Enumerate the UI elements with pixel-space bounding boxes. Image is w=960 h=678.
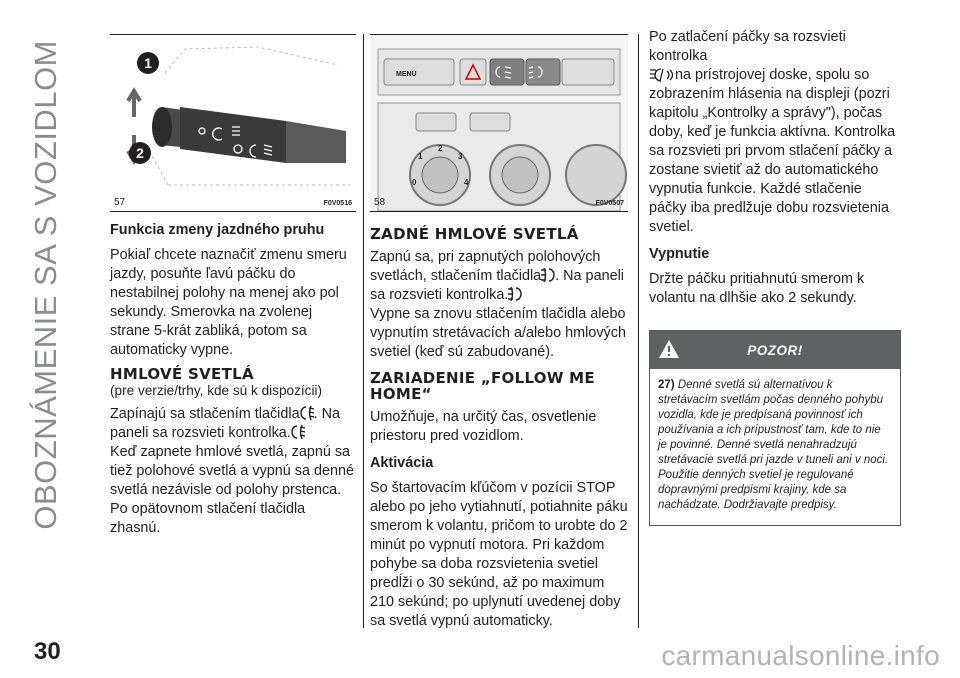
column-left (110, 34, 356, 538)
follow-me-home-intro: Umožňuje, na určitý čas, osvetlenie priestoru pred vozidlom. (370, 409, 597, 444)
follow-me-home-icon (649, 68, 675, 82)
front-fog-light-icon (300, 405, 314, 421)
steering-lever-illustration (110, 35, 356, 211)
rear-fog-off-text: Vypne sa znovu stlačením tlačidla alebo vypnutím stretávacích a/alebo hmlových svetiel (keď sú zabudované). (370, 306, 626, 360)
dashboard-panel-illustration (370, 35, 628, 211)
front-fog-light-icon (291, 424, 305, 440)
column-right (649, 29, 901, 526)
warning-text: Denné svetlá sú alternatívou k stretávacím svetlám počas denného pohybu vozidla, kde je predpísaná povinnosť ich používania a ich prípustnosť tam, kde to nie je povinné. Denné svetlá nenahradzujú stretávacie svetlá pri jazde v tuneli ani v noci. Použitie denných svetiel je regulované dopravnými predpismi krajiny, kde sa nachádzate. Dodržiavajte predpisy. (658, 379, 889, 511)
figure-number: 57 (114, 197, 126, 208)
figure-code: F0V0516 (323, 200, 352, 207)
follow-me-home-heading: ZARIADENIE „FOLLOW ME HOME“ (370, 369, 595, 403)
column-divider (638, 34, 639, 628)
dial-number-4: 4 (464, 178, 469, 187)
figure-callout-2: 2 (136, 145, 144, 161)
figure-number: 58 (374, 197, 386, 208)
deactivation-heading: Vypnutie (649, 246, 710, 262)
fog-lights-effect-text: Keď zapnete hmlové svetlá, zapnú sa tiež polohové svetlá a vypnú sa denné svetlá nezávisle od polohy prstenca. (110, 444, 355, 498)
column-divider (363, 34, 364, 628)
page-number: 30 (34, 638, 61, 665)
dial-number-3: 3 (458, 152, 463, 161)
dial-number-1: 1 (418, 152, 423, 161)
warning-header (650, 331, 900, 369)
fog-lights-availability: (pre verzie/trhy, kde sú k dispozícii) (110, 383, 323, 398)
figure-code: F0V0507 (595, 200, 624, 207)
warning-triangle-icon (658, 339, 680, 359)
figure-callout-1: 1 (144, 55, 152, 71)
rear-fog-on-text: Zapnú sa, pri zapnutých polohových svetlách, stlačením tlačidla . Na paneli sa rozsvieti kontrolka. (370, 249, 624, 303)
activation-heading: Aktivácia (370, 455, 434, 471)
lane-change-text: Pokiaľ chcete naznačiť zmenu smeru jazdy, posuňte ľavú páčku do nestabilnej polohy na menej ako pol sekundy. Smerovka na zvolenej strane 5-krát zabliká, potom sa automaticky vypne. (110, 247, 347, 358)
chapter-side-title: OBOZNÁMENIE SA S VOZIDLOM (28, 40, 63, 530)
rear-fog-light-icon (508, 286, 522, 302)
warning-box (649, 330, 901, 526)
warning-body (650, 369, 900, 525)
warning-number: 27) (658, 379, 675, 391)
dial-number-0: 0 (412, 178, 417, 187)
fog-lights-off-text: Po opätovnom stlačení tlačidla zhasnú. (110, 501, 306, 536)
dial-number-2: 2 (438, 144, 443, 153)
figure-58-dashboard (370, 34, 628, 212)
rear-fog-heading: ZADNÉ HMLOVÉ SVETLÁ (370, 225, 579, 243)
menu-button-label: MENU (396, 71, 417, 78)
lane-change-heading: Funkcia zmeny jazdného pruhu (110, 222, 325, 238)
rear-fog-light-icon (541, 267, 555, 283)
column-middle (370, 34, 628, 631)
fog-lights-on-text: Zapínajú sa stlačením tlačidla . Na paneli sa rozsvieti kontrolka. (110, 406, 340, 441)
activation-text: So štartovacím kľúčom v pozícii STOP alebo po jeho vytiahnutí, potiahnite páku smerom k volantu, pričom to urobte do 2 minút po vypnutí motora. Pri každom pohybe sa doba rozsvietenia svetiel predĺži o 30 sekúnd, až po maximum 210 sekúnd; po uplynutí uvedenej doby sa svetlá vypnú automaticky. (370, 480, 628, 629)
warning-title: POZOR! (747, 342, 803, 358)
fog-lights-heading: HMLOVÉ SVETLÁ (110, 365, 254, 383)
deactivation-text: Držte páčku pritiahnutú smerom k volantu na dlhšie ako 2 sekundy. (649, 271, 865, 306)
source-watermark: carmanualsonline.info (661, 640, 940, 671)
follow-me-home-indicator-text: Po zatlačení páčky sa rozsvieti kontrolka na prístrojovej doske, spolu so zobrazením hlásenia na displeji (pozri kapitolu „Kontrolky a správy"), počas doby, keď je funkcia aktívna. Kontrolka sa rozsvieti pri prvom stlačení páčky a zostane svietiť až do automatického vypnutia funkcie. Každé stlačenie páčky iba predlžuje dobu rozsvietenia svetiel. (649, 29, 896, 235)
figure-57-lever (110, 34, 356, 212)
